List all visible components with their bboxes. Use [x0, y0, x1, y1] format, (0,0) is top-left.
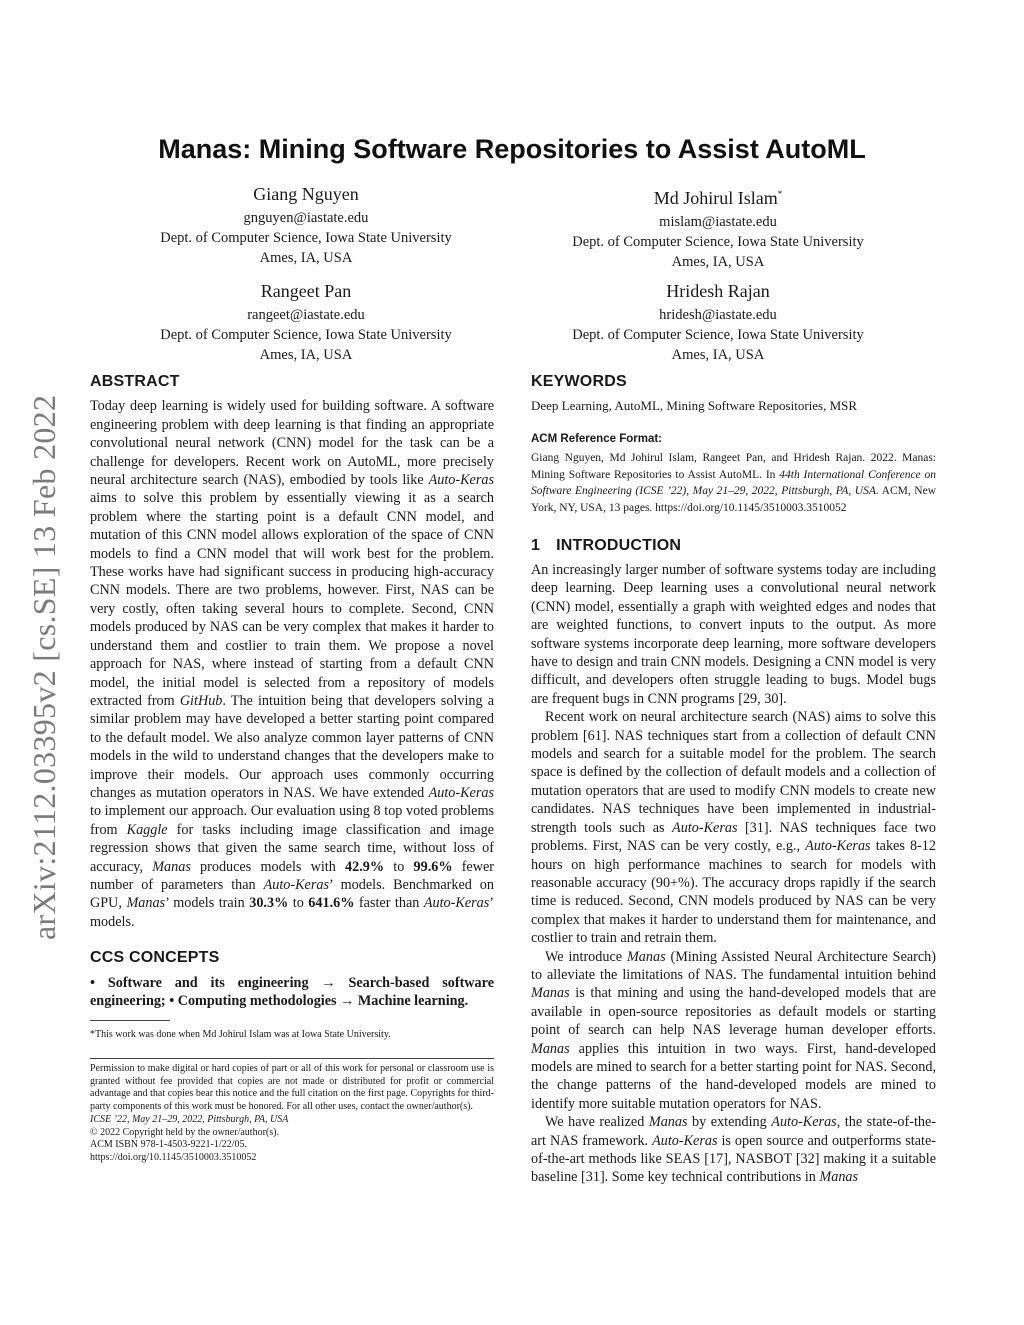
isbn-line: ACM ISBN 978-1-4503-9221-1/22/05.: [90, 1139, 247, 1151]
arxiv-stamp: arXiv:2112.03395v2 [cs.SE] 13 Feb 2022: [26, 394, 62, 940]
venue-line: ICSE ’22, May 21–29, 2022, Pittsburgh, PA, USA: [90, 1113, 289, 1125]
intro-paragraph: An increasingly larger number of software systems today are including deep learning. Deep learning uses a convolutional neural network (CNN) model, essentially a graph with weighted edges and nodes that are weighted functions, to convert inputs to the output. As more software systems incorporate deep learning, more software developers have to design and train CNN models. Designing a CNN model is very difficult, and developers often struggle leading to bugs. Model bugs are frequent bugs in CNN programs [29, 30].: [531, 562, 936, 707]
author-location: Ames, IA, USA: [259, 347, 353, 363]
author-email: rangeet@iastate.edu: [247, 307, 365, 323]
author-name: Md Johirul Islam*: [653, 188, 783, 208]
permission-rule: [90, 1058, 494, 1059]
intro-paragraph: We have realized Manas by extending Auto-Keras, the state-of-the-art NAS framework. Auto-Keras is open source and outperforms state-of-the-art methods like SEAS [17], NASBOT [32] making it a suitable baseline [31]. Some key technical contributions in Manas: [531, 1114, 936, 1186]
author-block: [86, 279, 526, 365]
intro-paragraph: Recent work on neural architecture search (NAS) aims to solve this problem [61]. NAS techniques start from a collection of default CNN models and search for a suitable model for the problem. The search space is defined by the collection of default models and a collection of mutation operators that are used to modify CNN models to create new candidates. NAS techniques have been implemented in industrial-strength tools such as Auto-Keras [31]. NAS techniques face two problems. First, NAS can be very costly, e.g., Auto-Keras takes 8-12 hours on high performance machines to search for models with reasonable accuracy (90+%). The accuracy drops rapidly if the search time is reduced. Second, CNN models produced by NAS can be very complex that makes it harder to understand them for maintenance, and costlier to train and retrain them.: [531, 709, 936, 947]
copyright-line: © 2022 Copyright held by the owner/author(s).: [90, 1126, 279, 1138]
intro-heading: 1 INTRODUCTION: [531, 536, 682, 554]
acm-reference-heading: ACM Reference Format:: [531, 432, 662, 445]
author-dept: Dept. of Computer Science, Iowa State University: [160, 230, 452, 246]
author-dept: Dept. of Computer Science, Iowa State University: [572, 327, 864, 343]
author-name: Rangeet Pan: [260, 281, 352, 301]
author-email: mislam@iastate.edu: [659, 214, 777, 230]
doi-link[interactable]: https://doi.org/10.1145/3510003.3510052: [90, 1151, 257, 1163]
intro-paragraph: We introduce Manas (Mining Assisted Neural Architecture Search) to alleviate the limitations of NAS. The fundamental intuition behind Manas is that mining and using the hand-developed models that are available in open-source repositories as default models or starting point of search can help NAS leverage human developer efforts. Manas applies this intuition in two ways. First, hand-developed models are mined to search for a better starting point for NAS. Second, the change patterns of the hand-developed models are mined to identify more suitable mutation operators for NAS.: [531, 948, 936, 1112]
keywords-text: Deep Learning, AutoML, Mining Software Repositories, MSR: [531, 398, 858, 414]
ccs-heading: CCS CONCEPTS: [90, 949, 220, 967]
author-email: hridesh@iastate.edu: [659, 307, 777, 323]
author-location: Ames, IA, USA: [671, 254, 765, 270]
author-dept: Dept. of Computer Science, Iowa State University: [160, 327, 452, 343]
paper-title: Manas: Mining Software Repositories to Assist AutoML: [158, 134, 866, 164]
keywords-heading: KEYWORDS: [531, 373, 627, 390]
author-name: Hridesh Rajan: [666, 281, 770, 301]
abstract-heading: ABSTRACT: [90, 373, 180, 390]
permission-block: [90, 1063, 494, 1165]
author-dept: Dept. of Computer Science, Iowa State University: [572, 234, 864, 250]
left-column: [90, 373, 494, 1010]
acm-reference-text: Giang Nguyen, Md Johirul Islam, Rangeet Pan, and Hridesh Rajan. 2022. Manas: Mining Software Repositories to Assist AutoML. In 44th International Conference on Software Engineering (ICSE ’22), May 21–29, 2022, Pittsburgh, PA, USA. ACM, New York, NY, USA, 13 pages. https://doi.org/10.1145/3510003.3510052: [531, 452, 937, 514]
author-block: [498, 279, 938, 365]
footnote: *This work was done when Md Johirul Islam was at Iowa State University.: [90, 1029, 391, 1040]
author-location: Ames, IA, USA: [671, 347, 765, 363]
right-column: [531, 373, 936, 1187]
acm-reference: [531, 430, 936, 517]
ccs-text: • Software and its engineering → Search-based software engineering; • Computing methodologies → Machine learning.: [90, 974, 494, 1009]
author-email: gnguyen@iastate.edu: [243, 210, 369, 226]
permission-text: Permission to make digital or hard copies of part or all of this work for personal or classroom use is granted without fee provided that copies are not made or distributed for profit or commercial advantage and that copies bear this notice and the full citation on the first page. Copyrights for third-party components of this work must be honored. For all other uses, contact the owner/author(s).: [90, 1063, 494, 1113]
author-block: [86, 182, 526, 268]
author-location: Ames, IA, USA: [259, 250, 353, 266]
footnote-marker: *: [777, 189, 783, 199]
author-block: [498, 182, 938, 272]
author-name: Giang Nguyen: [253, 184, 359, 204]
footnote-rule: [90, 1020, 170, 1021]
abstract-text: Today deep learning is widely used for building software. A software engineering problem with deep learning is that finding an appropriate convolutional neural network (CNN) model for the task can be a challenge for developers. Recent work on AutoML, more precisely neural architecture search (NAS), embodied by tools like Auto-Keras aims to solve this problem by essentially viewing it as a search problem where the starting point is a default CNN model, and mutation of this CNN model allows exploration of the space of CNN models to find a CNN model that will work best for the problem. These works have had significant success in producing high-accuracy CNN models. There are two problems, however. First, NAS can be very costly, often taking several hours to complete. Second, CNN models produced by NAS can be very complex that makes it harder to understand them and costlier to train them. We propose a novel approach for NAS, where instead of starting from a default CNN model, the initial model is selected from a repository of models extracted from GitHub. The intuition being that developers solving a similar problem may have developed a better starting point compared to the default model. We also analyze common layer patterns of CNN models in the wild to understand changes that the developers make to improve their models. Our approach uses commonly occurring changes as mutation operators in NAS. We have extended Auto-Keras to implement our approach. Our evaluation using 8 top voted problems from Kaggle for tasks including image classification and image regression shows that given the same search time, without loss of accuracy, Manas produces models with 42.9% to 99.6% fewer number of parameters than Auto-Keras’ models. Benchmarked on GPU, Manas’ models train 30.3% to 641.6% faster than Auto-Keras’ models.: [90, 398, 495, 930]
